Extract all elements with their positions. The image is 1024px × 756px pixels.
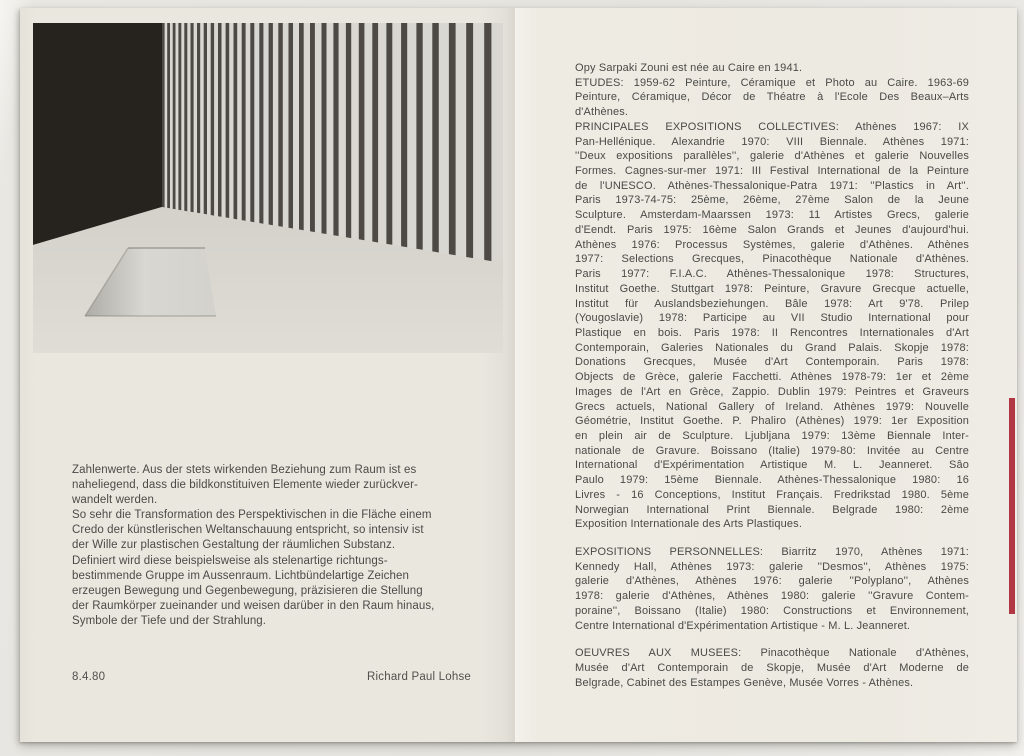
bio-section	[575, 61, 969, 532]
wall-stripe	[178, 23, 181, 210]
wall-stripe	[322, 23, 327, 234]
wall-stripe	[259, 23, 263, 224]
text-line: Livres - 16 Conceptions, Institut Français. Fredrikstad 1980. 5ème	[575, 488, 969, 501]
black-wall	[33, 23, 162, 245]
wall-stripe	[386, 23, 392, 245]
wall-stripe	[299, 23, 304, 230]
text-line: Donations Grecques, Musée d'Art Contemporain. Paris 1978:	[575, 356, 969, 369]
wall-stripe	[197, 23, 200, 213]
wall-stripe	[242, 23, 246, 221]
wall-stripe	[204, 23, 207, 214]
wall-stripe	[269, 23, 273, 225]
text-line: Objects de Grèce, galerie Facchetti. Athènes 1978-79: 1er et 2ème	[575, 371, 969, 384]
text-line: Centre International d'Expérimentation Artistique - M. L. Jeanneret.	[575, 619, 911, 632]
text-line: Institut Goethe. Stuttgart 1978: Peinture, Gravure Grecque actuelle,	[575, 282, 969, 295]
text-line: EXPOSITIONS PERSONNELLES: Biarritz 1970, Athènes 1971:	[575, 546, 969, 558]
red-edge-stripe	[1009, 398, 1015, 614]
text-line: Credo der künstlerischen Weltanschauung entspricht, so intensiv ist	[72, 524, 424, 537]
bio-section	[575, 545, 969, 633]
left-page	[20, 8, 515, 742]
left-page-footer	[72, 671, 471, 683]
text-line: naheliegend, dass die bildkonstituiven Elemente wieder zurückver-	[72, 479, 418, 492]
text-line: International d'Expérimentation Artistique M. L. Jeanneret. Sâo	[575, 459, 969, 472]
text-line: 1978: galerie d'Athènes, Athènes 1980: galerie ''Gravure Contem-	[575, 590, 969, 603]
wall-stripe	[173, 23, 176, 209]
text-line: Pan-Hellénique. Alexandrie 1970: VIII Biennale. Athènes 1971:	[575, 135, 969, 148]
wall-stripe	[401, 23, 407, 247]
wall-stripe	[184, 23, 187, 211]
text-line: OEUVRES AUX MUSEES: Pinacothèque Nationale d'Athènes,	[575, 647, 969, 660]
text-line: ''Deux expositions parallèles'', galerie d'Athènes et galerie Nouvelles	[575, 150, 969, 163]
text-line: der Wille zur plastischen Gestaltung der räumlichen Substanz.	[72, 539, 396, 552]
text-line: en plein air de Sculpture. Ljubljana 1979: 13ème Biennale Inter-	[575, 429, 969, 442]
text-line: wandelt werden.	[72, 494, 158, 507]
text-line: Belgrade, Cabinet des Estampes Genève, Musée Vorres - Athènes.	[575, 676, 914, 689]
wall-stripe	[432, 23, 439, 253]
wall-stripe	[234, 23, 238, 219]
text-line: bestimmende Gruppe im Aussenraum. Lichtbündelartige Zeichen	[72, 569, 410, 582]
text-line: Sculpture. Amsterdam-Maarssen 1973: 11 Artistes Grecs, galerie	[575, 209, 969, 222]
text-line: Exposition Internationale des Arts Plastiques.	[575, 518, 803, 531]
wall-stripe	[250, 23, 254, 222]
text-line: Musée d'Art Contemporain de Skopje, Musée d'Art Moderne de	[575, 662, 969, 675]
text-line: (Yougoslavie) 1978: Participe au VII Studio International pour	[575, 312, 969, 325]
wall-stripe	[278, 23, 283, 227]
text-line: So sehr die Transformation des Perspektivischen in die Fläche einem	[72, 509, 432, 522]
wall-stripe	[359, 23, 365, 240]
text-line: Paris 1977: F.I.A.C. Athènes-Thessalonique 1978: Structures,	[575, 268, 969, 281]
artist-name: Richard Paul Lohse	[367, 671, 471, 683]
text-line: Definiert wird diese beispielsweise als stelenartige richtungs-	[72, 554, 388, 567]
text-line: Formes. Cagnes-sur-mer 1971: III Festival International de la Peinture	[575, 165, 969, 178]
wall-stripe	[218, 23, 222, 217]
text-line: d'Athènes.	[575, 106, 629, 119]
wall-stripe	[162, 23, 165, 207]
german-text-block	[72, 463, 471, 629]
text-line: Athènes 1976: Processus Systèmes, galerie d'Athènes. Athènes	[575, 238, 969, 251]
text-line: erzeugen Bewegung und Gegenbewegung, präzisieren die Stellung	[72, 584, 423, 597]
text-line: Paris 1973-74-75: 25ème, 26ème, 27ème Salon de la Jeune	[575, 194, 969, 207]
text-line: Géométrie, Institut Goethe. P. Phaliro (Athènes) 1979: 1er Exposition	[575, 415, 969, 428]
wall-stripe	[289, 23, 294, 229]
text-line: d'Eendt. Paris 1975: 16ème Salon Grands et Jeunes d'aujourd'hui.	[575, 223, 969, 236]
text-line: Plastique en bois. Paris 1978: II Rencontres Internationales d'Art	[575, 326, 969, 339]
right-page	[517, 8, 1017, 742]
text-line: poraine'', Boissano (Italie) 1980: Constructions et Environnement,	[575, 604, 969, 617]
text-line: Institut für Auslandsbeziehungen. Bâle 1978: Art 9'78. Prilep	[575, 297, 969, 310]
wall-stripe	[226, 23, 230, 218]
wall-stripe	[211, 23, 214, 216]
bio-section	[575, 646, 969, 690]
text-line: de l'UNESCO. Athènes-Thessalonique-Patra 1971: ''Plastics in Art''.	[575, 179, 969, 192]
text-line: Contemporain, Galeries Nationales du Grand Palais. Skopje 1978:	[575, 341, 969, 354]
text-line: PRINCIPALES EXPOSITIONS COLLECTIVES: Athènes 1967: IX	[575, 120, 969, 133]
text-line: galerie d'Athènes, Athènes 1976: galerie ''Polyplano'', Athènes	[575, 575, 969, 588]
text-line: der Raumkörper zueinander und weisen darüber in den Raum hinaus,	[72, 599, 435, 612]
wall-stripe	[346, 23, 351, 238]
text-line: Opy Sarpaki Zouni est née au Caire en 1941.	[575, 62, 803, 74]
wall-stripe	[416, 23, 422, 250]
text-line: Norwegian International Print Biennale. Belgrade 1980: 2ème	[575, 503, 969, 516]
text-line: Symbole der Tiefe und der Strahlung.	[72, 614, 267, 627]
text-line: Images de l'Art en Grèce, Zappio. Dublin 1979: Peintres et Graveurs	[575, 385, 969, 398]
wall-stripe	[167, 23, 170, 208]
wall-stripe	[191, 23, 194, 212]
wall-stripe	[449, 23, 456, 255]
wall-stripe	[372, 23, 378, 243]
text-line: ETUDES: 1959-62 Peinture, Céramique et Photo au Caire. 1963-69	[575, 76, 969, 89]
text-line: Peinture, Céramique, Décor de Théatre à l'Ecole Des Beaux–Arts	[575, 91, 969, 104]
wall-stripe	[310, 23, 315, 232]
wall-stripe	[484, 23, 491, 261]
text-line: Grecs actuels, National Gallery of Ireland. Athènes 1979: Nouvelle	[575, 400, 969, 413]
text-line: Paulo 1979: 15ème Biennale. Athènes-Thessalonique 1980: 16	[575, 474, 969, 487]
text-line: Zahlenwerte. Aus der stets wirkenden Beziehung zum Raum ist es	[72, 464, 417, 476]
text-line: Kennedy Hall, Athènes 1973: galerie ''Desmos'', Athènes 1975:	[575, 560, 969, 573]
artwork-photo	[33, 23, 503, 353]
date-label: 8.4.80	[72, 671, 106, 683]
biography-text-block	[575, 61, 969, 690]
brochure-spread	[20, 8, 1017, 742]
wall-stripe	[466, 23, 473, 258]
text-line: 1977: Selections Grecques, Pinacothèque Nationale d'Athènes.	[575, 253, 969, 266]
text-line: nationale de Gravure. Boissano (Italie) 1979-80: Invitée au Centre	[575, 444, 969, 457]
wall-stripe	[333, 23, 338, 236]
